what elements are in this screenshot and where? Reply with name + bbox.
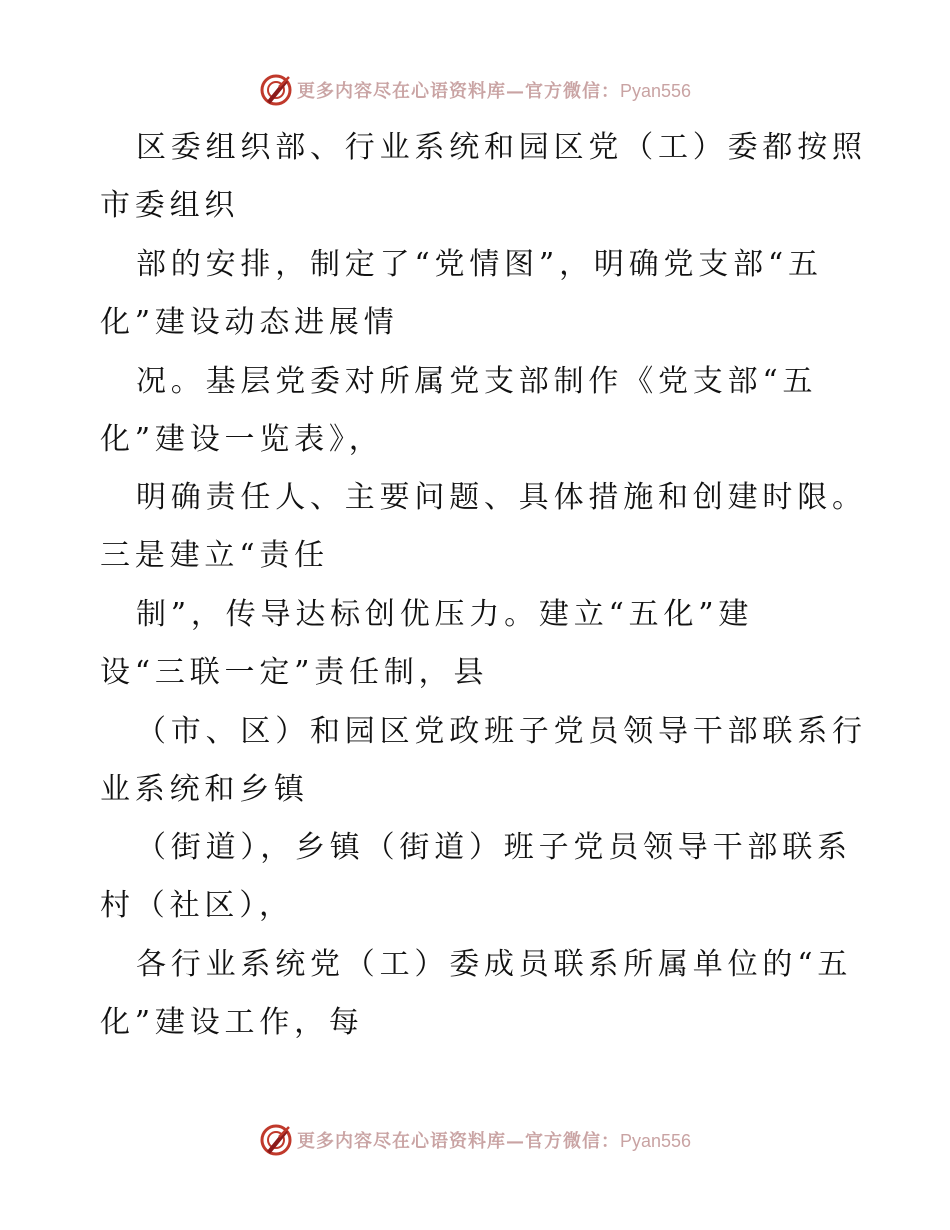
body-line: 设“三联一定”责任制，县 — [100, 655, 489, 690]
red-circle-pen-logo-icon — [259, 73, 293, 107]
body-line: 业系统和乡镇 — [100, 772, 309, 807]
red-circle-pen-logo-icon — [259, 1123, 293, 1157]
body-line: （市、区）和园区党政班子党员领导干部联系行 — [136, 714, 867, 749]
body-line: 区委组织部、行业系统和园区党（工）委都按照 — [136, 130, 867, 165]
body-line: 况。基层党委对所属党支部制作《党支部“五 — [136, 364, 818, 399]
body-line: 各行业系统党（工）委成员联系所属单位的“五 — [136, 947, 853, 982]
body-line: 明确责任人、主要问题、具体措施和创建时限。 — [136, 480, 867, 515]
body-line: （街道），乡镇（街道）班子党员领导干部联系 — [136, 830, 852, 865]
body-line: 化”建设一览表》， — [100, 422, 384, 457]
body-line: 制”，传导达标创优压力。建立“五化”建 — [136, 597, 754, 632]
header-banner-text: 更多内容尽在心语资料库—官方微信：Pyan556 — [296, 81, 692, 102]
header-banner — [0, 70, 950, 110]
footer-wechat-id: Pyan556 — [619, 1131, 692, 1151]
footer-banner-text: 更多内容尽在心语资料库—官方微信：Pyan556 — [296, 1131, 692, 1152]
header-wechat-id: Pyan556 — [619, 81, 692, 101]
body-line: 市委组织 — [100, 188, 240, 223]
body-line: 村（社区）， — [100, 888, 294, 923]
body-line: 化”建设工作，每 — [100, 1005, 364, 1040]
body-line: 三是建立“责任 — [100, 538, 329, 573]
body-line: 化”建设动态进展情 — [100, 305, 399, 340]
footer-banner — [0, 1120, 950, 1160]
body-line: 部的安排，制定了“党情图”，明确党支部“五 — [136, 247, 823, 282]
